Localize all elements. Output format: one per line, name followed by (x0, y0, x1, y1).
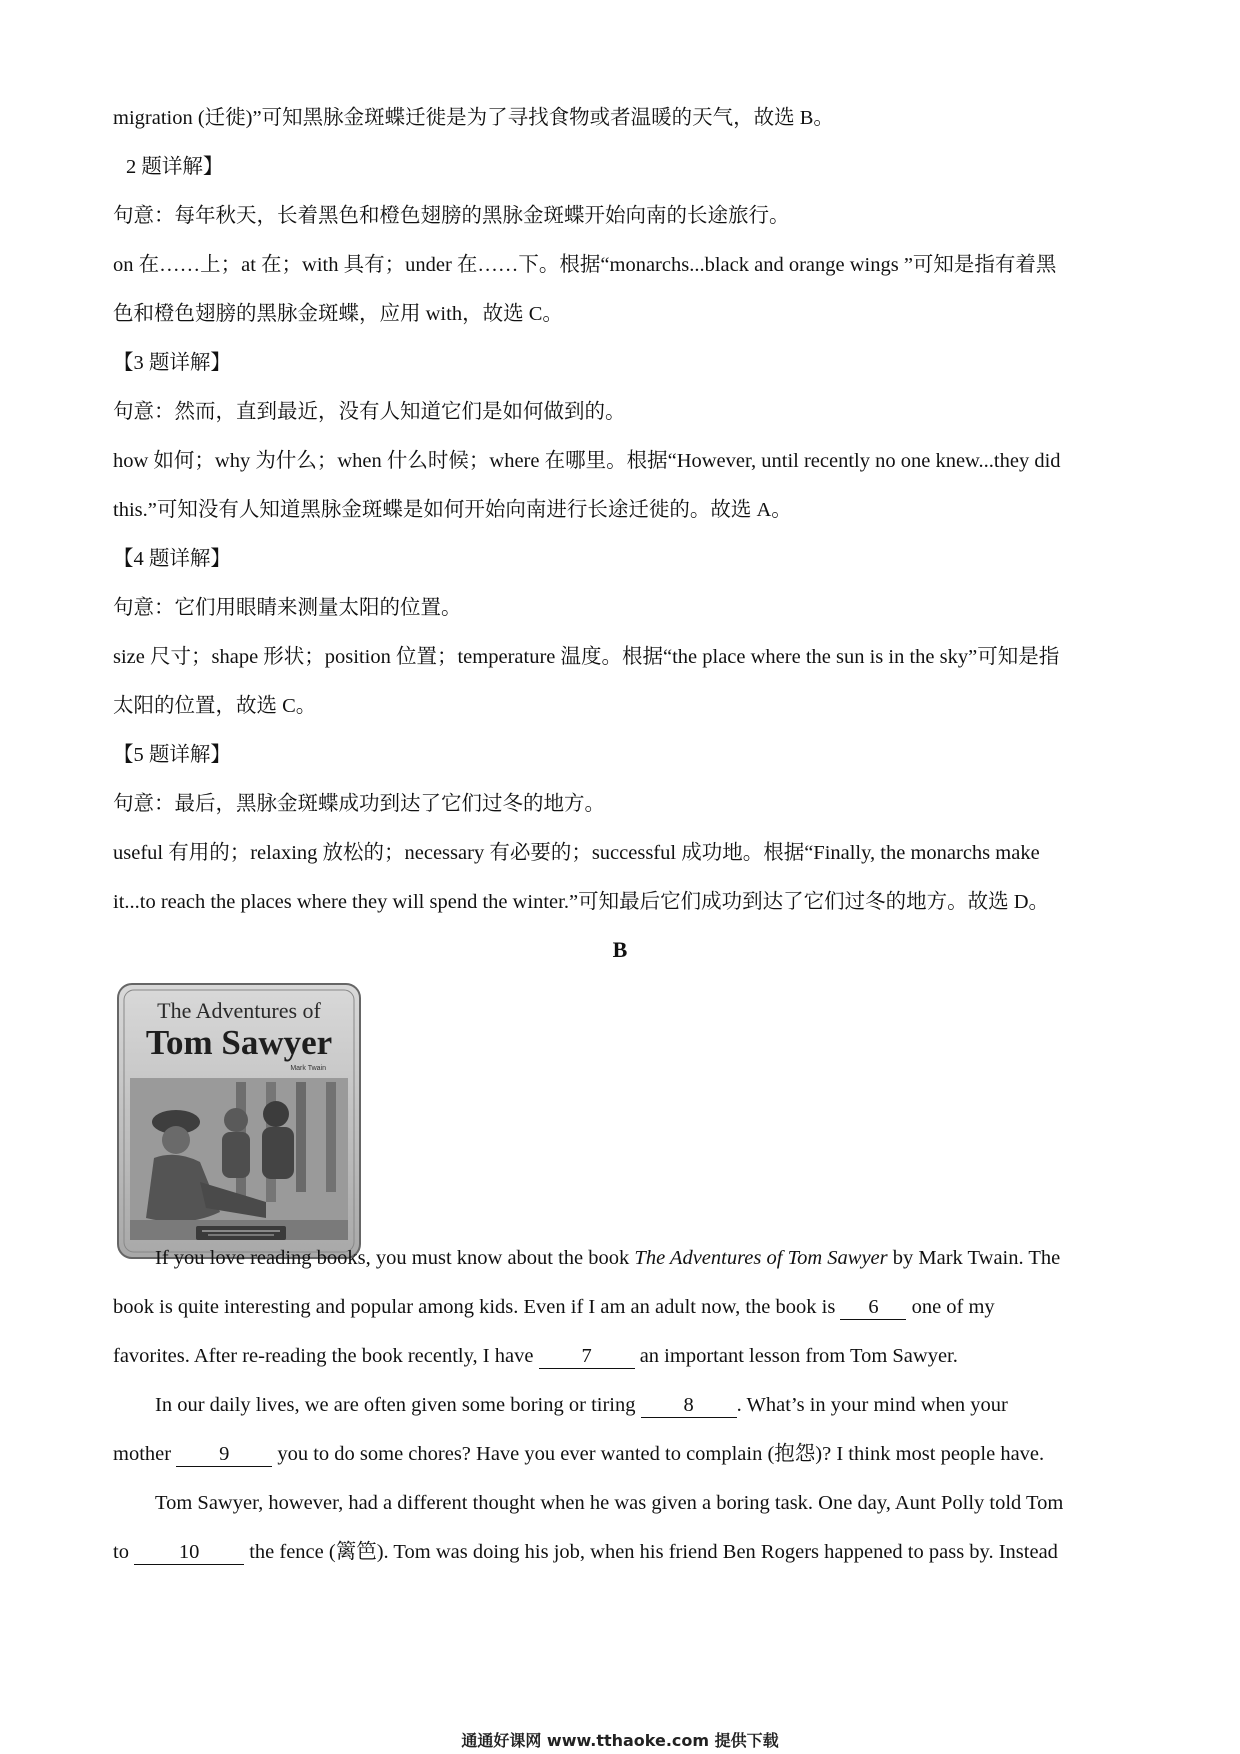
text-line: this.”可知没有人知道黑脉金斑蝶是如何开始向南进行长途迁徙的。故选 A。 (113, 499, 792, 521)
text-line: 句意：最后，黑脉金斑蝶成功到达了它们过冬的地方。 (113, 793, 605, 815)
blank-6[interactable]: 6 (840, 1295, 906, 1320)
section-heading: 【5 题详解】 (113, 744, 231, 766)
text-line: 句意：它们用眼睛来测量太阳的位置。 (113, 597, 462, 619)
passage-line: mother 9 you to do some chores? Have you ever wanted to complain (抱怨)? I think most people have. (113, 1443, 1045, 1465)
text-line: migration (迁徙)”可知黑脉金斑蝶迁徙是为了寻找食物或者温暖的天气，故选 B。 (113, 107, 834, 129)
text-line: it...to reach the places where they will spend the winter.”可知最后它们成功到达了它们过冬的地方。故选 D。 (113, 891, 1050, 913)
book-title: The Adventures of Tom Sawyer (634, 1247, 888, 1269)
passage-line: If you love reading books, you must know about the book The Adventures of Tom Sawyer by Mark Twain. The (155, 1247, 1061, 1269)
cover-title-line1: The Adventures of (157, 998, 321, 1023)
text-line: how 如何；why 为什么；when 什么时候；where 在哪里。根据“However, until recently no one knew...they did (113, 450, 1061, 472)
text-line: 色和橙色翅膀的黑脉金斑蝶，应用 with，故选 C。 (113, 303, 563, 325)
figure-head (224, 1108, 248, 1132)
blank-9[interactable]: 9 (176, 1442, 272, 1467)
cover-author: Mark Twain (290, 1065, 326, 1072)
section-label: B (612, 937, 628, 962)
passage-line: to 10 the fence (篱笆). Tom was doing his job, when his friend Ben Rogers happened to pass by. Instead (113, 1541, 1058, 1563)
section-heading: 【3 题详解】 (113, 352, 231, 374)
text-line: 太阳的位置，故选 C。 (113, 695, 317, 717)
text-line: size 尺寸；shape 形状；position 位置；temperature 温度。根据“the place where the sun is in the sky”可知是指 (113, 646, 1060, 668)
cover-banner (196, 1226, 286, 1240)
passage-line: book is quite interesting and popular among kids. Even if I am an adult now, the book is 6 one of my (113, 1296, 995, 1318)
text-line: 句意：然而，直到最近，没有人知道它们是如何做到的。 (113, 401, 626, 423)
cover-title-line2: Tom Sawyer (145, 1023, 333, 1062)
text-line: on 在……上；at 在；with 具有；under 在……下。根据“monarchs...black and orange wings ”可知是指有着黑 (113, 254, 1057, 276)
text-line: useful 有用的；relaxing 放松的；necessary 有必要的；successful 成功地。根据“Finally, the monarchs make (113, 842, 1040, 864)
blank-10[interactable]: 10 (134, 1540, 244, 1565)
section-heading: 2 题详解】 (126, 156, 224, 178)
blank-7[interactable]: 7 (539, 1344, 635, 1369)
page-footer: 通通好课网 www.tthaoke.com 提供下载 (461, 1731, 779, 1750)
blank-8[interactable]: 8 (641, 1393, 737, 1418)
figure-head (263, 1101, 289, 1127)
passage-line: favorites. After re-reading the book recently, I have 7 an important lesson from Tom Sawyer. (113, 1345, 958, 1367)
passage-line: In our daily lives, we are often given some boring or tiring 8 . What’s in your mind when your (155, 1394, 1008, 1416)
section-heading: 【4 题详解】 (113, 548, 231, 570)
passage-line: Tom Sawyer, however, had a different thought when he was given a boring task. One day, Aunt Polly told Tom (155, 1492, 1064, 1514)
text-line: 句意：每年秋天，长着黑色和橙色翅膀的黑脉金斑蝶开始向南的长途旅行。 (113, 205, 790, 227)
book-cover-image (116, 982, 362, 1260)
